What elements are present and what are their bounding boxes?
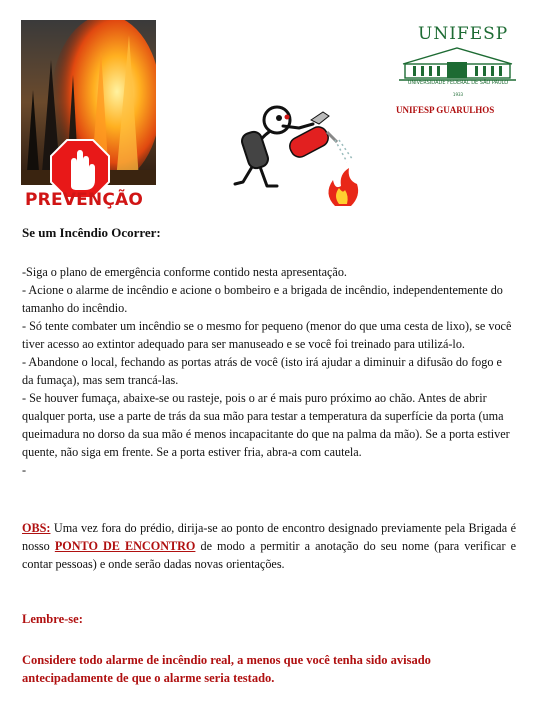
instruction-paragraph: - Abandone o local, fechando as portas atrás de você (isto irá ajudar a diminuir a difusão do fogo e da fumaça), mas sem trancá-las. (22, 355, 502, 387)
logo-year: 1933 (452, 92, 464, 97)
meeting-point: PONTO DE ENCONTRO (54, 539, 196, 553)
instructions-body (22, 263, 516, 479)
firefighter-extinguisher-icon (215, 102, 375, 214)
obs-label: OBS: (22, 521, 51, 535)
fire-prevention-image (21, 20, 156, 210)
closing-note: Considere todo alarme de incêndio real, a menos que você tenha sido avisado antecipadamente de que o alarme seria testado. (22, 653, 431, 685)
instruction-paragraph: - Só tente combater um incêndio se o mesmo for pequeno (menor do que uma cesta de lixo), se você tiver acesso ao extintor adequado para ser manuseado e se você foi treinado para utilizá-lo. (22, 319, 512, 351)
flame-icon (328, 168, 358, 206)
obs-text-after: de modo a permitir a anotação do seu nome (para verificar e contar pessoas) e onde serão dadas novas orientações. (22, 539, 516, 571)
campus-label: UNIFESP GUARULHOS (396, 105, 495, 115)
instruction-paragraph: - Acione o alarme de incêndio e acione o bombeiro e a brigada de incêndio, independentemente do tamanho do incêndio. (22, 283, 503, 315)
instruction-paragraph: - (22, 463, 27, 477)
instruction-paragraph: -Siga o plano de emergência conforme contido nesta apresentação. (22, 265, 347, 279)
logo-wordmark: UNIFESP (418, 24, 509, 44)
prevention-label: PREVENÇÃO (25, 190, 144, 210)
instruction-paragraph: - Se houver fumaça, abaixe-se ou rasteje, pois o ar é mais puro próximo ao chão. Antes de abrir qualquer porta, use a parte de trás da sua mão para testar a temperatura da superfície da porta (uma queimadura no dorso da sua mão é menos incapacitante do que na palma da mão). Se a porta estiver quente, não siga em frente. Se a porta estiver fria, abra-a com cautela. (22, 391, 510, 459)
section-heading: Se um Incêndio Ocorrer: (22, 225, 161, 240)
obs-text-before: Uma vez fora do prédio, dirija-se ao ponto de encontro designado previamente pela Brigada é nosso (22, 521, 516, 553)
logo-subtitle: UNIVERSIDADE FEDERAL DE SÃO PAULO (407, 80, 509, 86)
obs-note (22, 519, 516, 573)
remember-heading: Lembre-se: (22, 612, 83, 626)
